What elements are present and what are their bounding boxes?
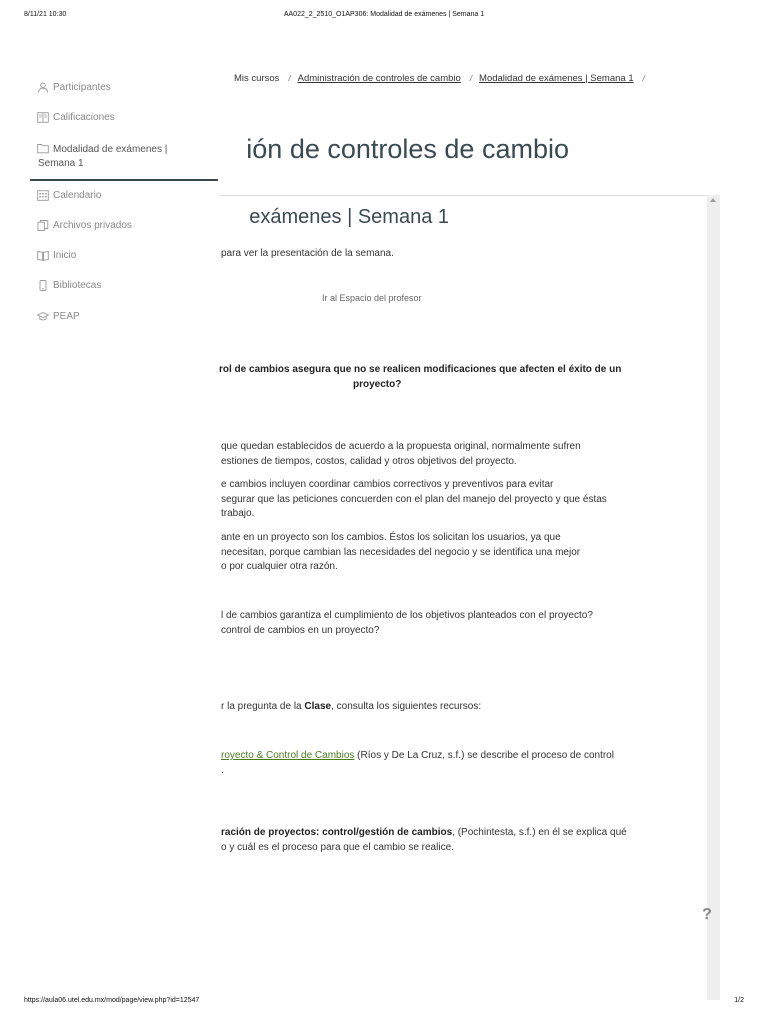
course-title-text: ión de controles de cambio xyxy=(246,134,569,164)
gradebook-icon xyxy=(37,112,49,123)
calendar-icon xyxy=(37,190,49,201)
paragraph-4-line-1: l de cambios garantiza el cumplimiento de los objetivos planteados con el proyecto? xyxy=(221,610,593,621)
print-page-number: 1/2 xyxy=(734,997,744,1004)
graduation-cap-icon xyxy=(37,311,49,322)
home-book-icon xyxy=(37,250,49,261)
paragraph-5-text: r la pregunta de la xyxy=(221,701,305,712)
breadcrumb-separator: / xyxy=(288,74,291,83)
paragraph-5-text-after: , consulta los siguientes recursos: xyxy=(331,701,482,712)
print-page-title: AA022_2_2510_O1AP306: Modalidad de exámenes | Semana 1 xyxy=(283,11,485,18)
content-panel xyxy=(219,195,720,1000)
print-footer xyxy=(24,997,744,1009)
sidebar-item-peap[interactable] xyxy=(30,311,218,322)
sidebar-item-home[interactable] xyxy=(30,250,218,261)
sidebar-item-label xyxy=(53,143,167,157)
content-scrollbar[interactable] xyxy=(707,195,720,1000)
paragraph-2-line-2: segurar que las peticiones concuerden con el plan del manejo del proyecto y que éstas xyxy=(221,493,607,505)
help-button[interactable]: ? xyxy=(702,906,712,923)
paragraph-3-line-1: ante en un proyecto son los cambios. Éstos los solicitan los usuarios, ya que xyxy=(221,532,561,543)
paragraph-5-bold: Clase xyxy=(304,701,332,712)
paragraph-4-line-2: control de cambios en un proyecto? xyxy=(221,624,380,636)
sidebar-item-label: Calificaciones xyxy=(53,112,115,123)
sidebar-item-calendar[interactable] xyxy=(30,190,218,201)
sidebar-item-label: PEAP xyxy=(53,311,80,322)
participants-icon xyxy=(37,82,49,93)
folder-icon xyxy=(37,143,49,154)
resource-1-line-2: . xyxy=(221,764,224,776)
resource-2-line-2: o y cuál es el proceso para que el cambio se realice. xyxy=(221,841,454,853)
sidebar-item-libraries[interactable] xyxy=(30,280,218,291)
paragraph-2-line-1: e cambios incluyen coordinar cambios correctivos y preventivos para evitar xyxy=(221,479,554,490)
question-line-1: rol de cambios asegura que no se realicen modificaciones que afecten el éxito de un xyxy=(219,364,622,375)
question-line-2: proyecto? xyxy=(353,378,402,390)
sidebar-item-exam-modality-line-2[interactable] xyxy=(15,157,203,171)
sidebar-item-participants[interactable] xyxy=(30,82,218,93)
resource-1-description: (Ríos y De La Cruz, s.f.) se describe el proceso de control xyxy=(354,750,614,761)
breadcrumb xyxy=(234,73,652,84)
sidebar-item-exam-modality[interactable] xyxy=(30,143,218,157)
sidebar-item-label-line-2: Semana 1 xyxy=(38,158,84,169)
sidebar-active-indicator xyxy=(30,179,218,181)
breadcrumb-separator: / xyxy=(469,74,473,83)
breadcrumb-my-courses[interactable]: Mis cursos xyxy=(234,73,280,84)
print-header xyxy=(24,11,744,23)
sidebar-item-label-line-1: Modalidad de exámenes | xyxy=(53,144,168,155)
sidebar-item-label: Calendario xyxy=(53,190,102,201)
sidebar-item-label: Participantes xyxy=(53,82,111,93)
print-url: https://aula06.utel.edu.mx/mod/page/view.php?id=12547 xyxy=(24,997,200,1004)
mobile-icon xyxy=(37,280,49,291)
resource-2-title: ración de proyectos: control/gestión de cambios xyxy=(221,827,453,838)
sidebar-item-label: Archivos privados xyxy=(53,220,132,231)
breadcrumb-course[interactable]: Administración de controles de cambio xyxy=(297,73,461,84)
paragraph-1-line-1: que quedan establecidos de acuerdo a la propuesta original, normalmente sufren xyxy=(221,441,581,452)
scroll-up-arrow-icon[interactable] xyxy=(710,198,716,202)
sidebar-item-private-files[interactable] xyxy=(30,220,218,231)
paragraph-3-line-3: o por cualquier otra razón. xyxy=(221,561,338,572)
paragraph-1-line-2: estiones de tiempos, costos, calidad y otros objetivos del proyecto. xyxy=(221,455,517,467)
resource-1-link[interactable]: royecto & Control de Cambios xyxy=(221,750,355,761)
breadcrumb-current-page[interactable]: Modalidad de exámenes | Semana 1 xyxy=(479,73,634,84)
breadcrumb-separator: / xyxy=(642,74,645,83)
files-icon xyxy=(37,220,49,231)
page-heading-text: exámenes | Semana 1 xyxy=(249,206,449,228)
sidebar-item-label: Inicio xyxy=(53,250,77,261)
teacher-space-link[interactable]: Ir al Espacio del profesor xyxy=(322,293,422,303)
sidebar-item-label: Bibliotecas xyxy=(53,280,102,291)
paragraph-2-line-3: trabajo. xyxy=(221,508,255,519)
intro-text: para ver la presentación de la semana. xyxy=(221,248,394,259)
resource-2-description: , (Pochintesta, s.f.) en él se explica qué xyxy=(452,827,627,838)
print-datetime: 8/11/21 10:30 xyxy=(24,11,67,18)
sidebar-item-grades[interactable] xyxy=(30,112,218,123)
paragraph-3-line-2: necesitan, porque cambian las necesidades del negocio y se identifica una mejor xyxy=(221,546,581,558)
page-heading xyxy=(219,206,449,236)
